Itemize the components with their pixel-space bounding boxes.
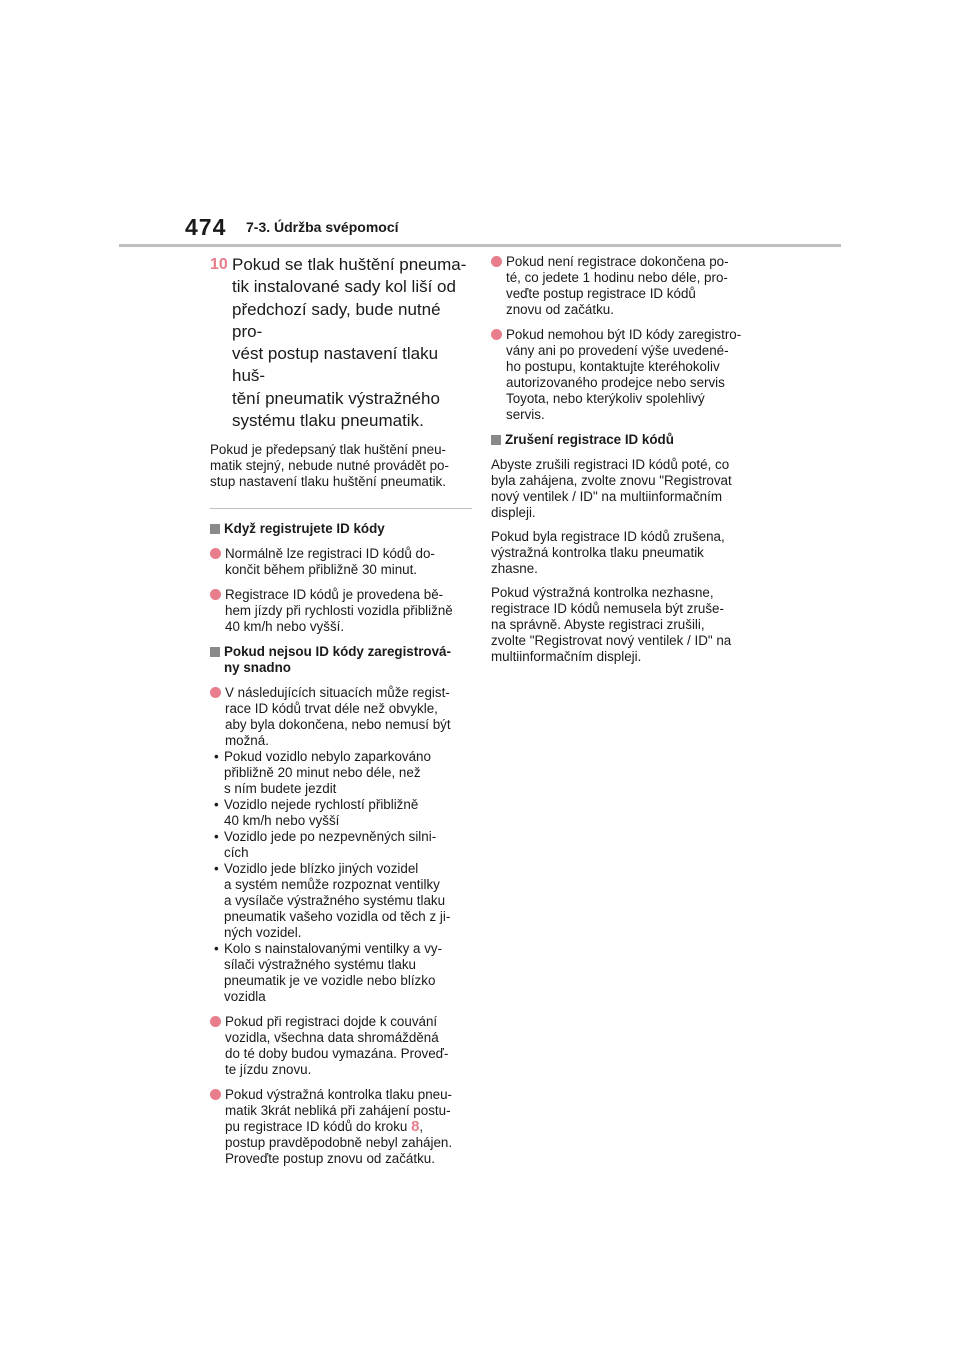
note-line: Pokud je předepsaný tlak huštění pneu- [210,442,446,458]
sub-line: a systém nemůže rozpoznat ventilky [224,877,440,893]
step-reference: 8 [411,1118,420,1136]
sub-item [210,861,472,941]
para-line: výstražná kontrolka tlaku pneumatik [491,545,704,560]
round-bullet-icon [210,548,221,559]
bullet-line: Proveďte postup znovu od začátku. [225,1151,435,1167]
bullet-item [210,685,472,749]
sub-bullet-mark: • [214,797,219,813]
round-bullet-icon [491,256,502,267]
bullet-line: možná. [225,733,269,749]
sub-item [210,829,472,861]
round-bullet-icon [210,1089,221,1100]
para-line: na správně. Abyste registraci zrušili, [491,617,705,632]
right-column [491,254,759,673]
sub-line: ných vozidel. [224,925,302,941]
sub-line: pneumatik vašeho vozidla od těch z ji- [224,909,451,925]
bullet-line: Pokud výstražná kontrolka tlaku pneu- [225,1087,453,1103]
sub-line: sílači výstražného systému tlaku [224,957,417,973]
left-column [210,254,472,1176]
step-number: 10 [210,256,228,273]
sub-line: Pokud vozidlo nebylo zaparkováno [224,749,431,765]
bullet-line: Pokud při registraci dojde k couvání [225,1014,438,1030]
sub-line: a vysílače výstražného systému tlaku [224,893,446,909]
sub-line: vozidla [224,989,266,1005]
bullet-line: vozidla, všechna data shromážděná [225,1030,439,1046]
para-line: nový ventilek / ID" na multiinformačním [491,489,722,504]
para-line: displeji. [491,505,536,520]
bullet-text: , [419,1119,424,1135]
para-line: Pokud výstražná kontrolka nezhasne, [491,585,714,600]
bullet-item [491,327,759,423]
sub-item [210,797,472,829]
bullet-line: znovu od začátku. [506,302,614,317]
heading-line: Když registrujete ID kódy [224,521,385,537]
bullet-item [491,254,759,318]
bullet-line: matik 3krát nebliká při zahájení postu- [225,1103,451,1119]
step-line: předchozí sady, bude nutné pro- [232,299,441,341]
heading-cancel-registration [491,432,759,448]
round-bullet-icon [491,329,502,340]
sub-line: Vozidlo nejede rychlostí přibližně [224,797,419,813]
note-line: matik stejný, nebude nutné provádět po- [210,458,449,474]
section-divider [210,508,472,509]
step-line: vést postup nastavení tlaku huš- [232,344,439,386]
sub-bullet-mark: • [214,861,219,877]
paragraph [491,585,759,665]
bullet-line: servis. [506,407,545,422]
header-rule [119,244,841,247]
para-line: registrace ID kódů nemusela být zruše- [491,601,724,616]
step-line: tění pneumatik výstražného [232,388,440,408]
bullet-line: Pokud nemohou být ID kódy zaregistro- [506,327,742,342]
square-bullet-icon [210,524,220,534]
bullet-line: 40 km/h nebo vyšší. [225,619,345,635]
bullet-line: te jízdu znovu. [225,1062,312,1078]
sub-line: Vozidlo jede blízko jiných vozidel [224,861,419,877]
bullet-text: pu registrace ID kódů do kroku [225,1119,412,1135]
heading-line: Pokud nejsou ID kódy zaregistrová- [224,644,451,660]
round-bullet-icon [210,687,221,698]
sub-line: Kolo s nainstalovanými ventilky a vy- [224,941,443,957]
bullet-line: Registrace ID kódů je provedena bě- [225,587,444,603]
para-line: Abyste zrušili registraci ID kódů poté, co [491,457,730,472]
bullet-line: aby byla dokončena, nebo nemusí být [225,717,451,733]
square-bullet-icon [210,647,220,657]
note-line: stup nastavení tlaku huštění pneumatik. [210,474,446,490]
bullet-line: hem jízdy při rychlosti vozidla přibližně [225,603,453,619]
bullet-line: postup pravděpodobně nebyl zahájen. [225,1135,453,1151]
bullet-line: veďte postup registrace ID kódů [506,286,696,301]
bullet-line: té, co jedete 1 hodinu nebo déle, pro- [506,270,728,285]
step-line: Pokud se tlak huštění pneuma- [232,255,467,274]
sub-line: přibližně 20 minut nebo déle, než [224,765,421,781]
bullet-item [210,1087,472,1167]
round-bullet-icon [210,1016,221,1027]
heading-not-registered [210,644,472,676]
page-number: 474 [185,214,227,240]
bullet-item [210,1014,472,1078]
step-line: systému tlaku pneumatik. [232,411,424,431]
para-line: multiinformačním displeji. [491,649,642,664]
bullet-line: Normálně lze registraci ID kódů do- [225,546,435,562]
heading-line: Zrušení registrace ID kódů [505,432,674,447]
sub-line: s ním budete jezdit [224,781,337,797]
paragraph [491,529,759,577]
section-title: 7-3. Údržba svépomocí [246,219,399,235]
bullet-line: V následujících situacích může regist- [225,685,450,701]
bullet-item [210,546,472,578]
step-line: tik instalované sady kol liší od [232,277,456,297]
para-line: zhasne. [491,561,538,576]
sub-bullet-mark: • [214,749,219,765]
bullet-line: do té doby budou vymazána. Proveď- [225,1046,449,1062]
bullet-line [225,1119,472,1135]
square-bullet-icon [491,435,501,445]
sub-line: Vozidlo jede po nezpevněných silni- [224,829,437,845]
bullet-item [210,587,472,635]
heading-line: ny snadno [224,660,291,676]
step-note [210,442,472,490]
sub-line: pneumatik je ve vozidle nebo blízko [224,973,436,989]
sub-bullet-mark: • [214,829,219,845]
sub-line: 40 km/h nebo vyšší [224,813,340,829]
bullet-line: autorizovaného prodejce nebo servis [506,375,725,390]
step-10 [210,254,472,432]
paragraph [491,457,759,521]
bullet-line: vány ani po provedení výše uvedené- [506,343,729,358]
heading-registering [210,521,472,537]
sub-item [210,941,472,1005]
bullet-line: ho postupu, kontaktujte kteréhokoliv [506,359,720,374]
para-line: Pokud byla registrace ID kódů zrušena, [491,529,725,544]
bullet-line: končit během přibližně 30 minut. [225,562,418,578]
bullet-line: Toyota, nebo kterýkoliv spolehlivý [506,391,705,406]
para-line: zvolte "Registrovat nový ventilek / ID" na [491,633,732,648]
sub-bullet-mark: • [214,941,219,957]
round-bullet-icon [210,589,221,600]
bullet-line: Pokud není registrace dokončena po- [506,254,729,269]
sub-item [210,749,472,797]
sub-line: cích [224,845,249,861]
bullet-line: race ID kódů trvat déle než obvykle, [225,701,438,717]
para-line: byla zahájena, zvolte znovu "Registrovat [491,473,732,488]
